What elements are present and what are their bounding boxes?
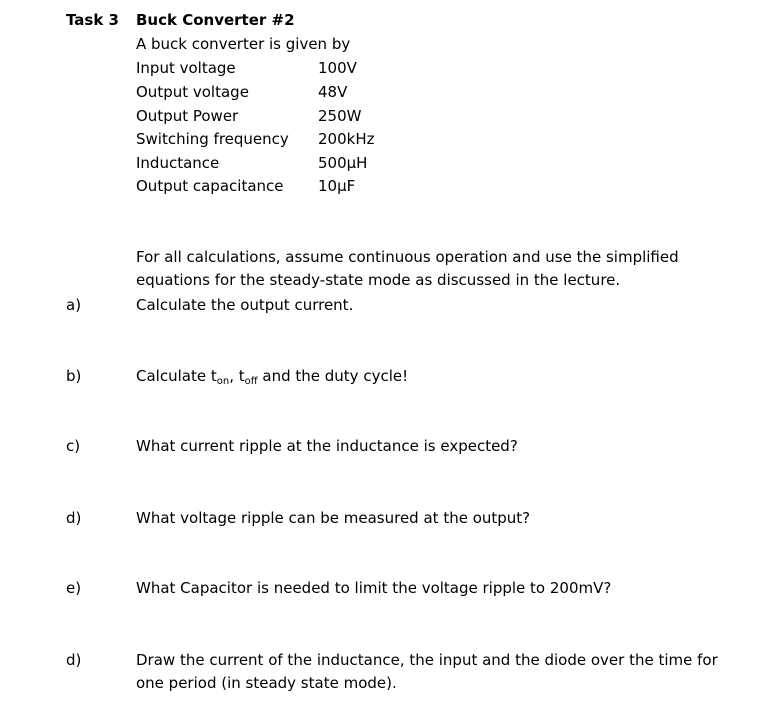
param-label: Output capacitance [136, 177, 284, 195]
param-value: 500µH [318, 154, 368, 172]
param-label: Output voltage [136, 83, 249, 101]
question-text-part: Calculate t [136, 367, 217, 385]
task-label: Task 3 [66, 11, 119, 29]
param-label: Inductance [136, 154, 220, 172]
param-value: 100V [318, 59, 357, 77]
assumption-line: For all calculations, assume continuous operation and use the simplified [136, 248, 679, 266]
question-text: one period (in steady state mode). [136, 674, 397, 692]
question-label: c) [66, 437, 81, 455]
param-label: Output Power [136, 107, 239, 125]
subscript-off: off [244, 376, 258, 387]
question-label: b) [66, 367, 82, 385]
intro-text: A buck converter is given by [136, 35, 351, 53]
param-value: 48V [318, 83, 348, 101]
question-label: e) [66, 579, 82, 597]
question-text-part: and the duty cycle! [257, 367, 409, 385]
question-text: Draw the current of the inductance, the input and the diode over the time for [136, 651, 718, 669]
param-label: Input voltage [136, 59, 236, 77]
question-text: What Capacitor is needed to limit the voltage ripple to 200mV? [136, 579, 612, 597]
param-label: Switching frequency [136, 130, 289, 148]
question-text [136, 364, 408, 394]
question-text: What voltage ripple can be measured at the output? [136, 509, 531, 527]
question-text: What current ripple at the inductance is expected? [136, 437, 518, 455]
subscript-on: on [216, 376, 230, 387]
question-text-part: , t [229, 367, 245, 385]
param-value: 250W [318, 107, 362, 125]
param-value: 10µF [318, 177, 356, 195]
assumption-line: equations for the steady-state mode as discussed in the lecture. [136, 271, 621, 289]
param-value: 200kHz [318, 130, 375, 148]
question-label: d) [66, 651, 82, 669]
task-title: Buck Converter #2 [136, 11, 295, 29]
question-label: d) [66, 509, 82, 527]
question-label: a) [66, 296, 82, 314]
question-text: Calculate the output current. [136, 296, 354, 314]
